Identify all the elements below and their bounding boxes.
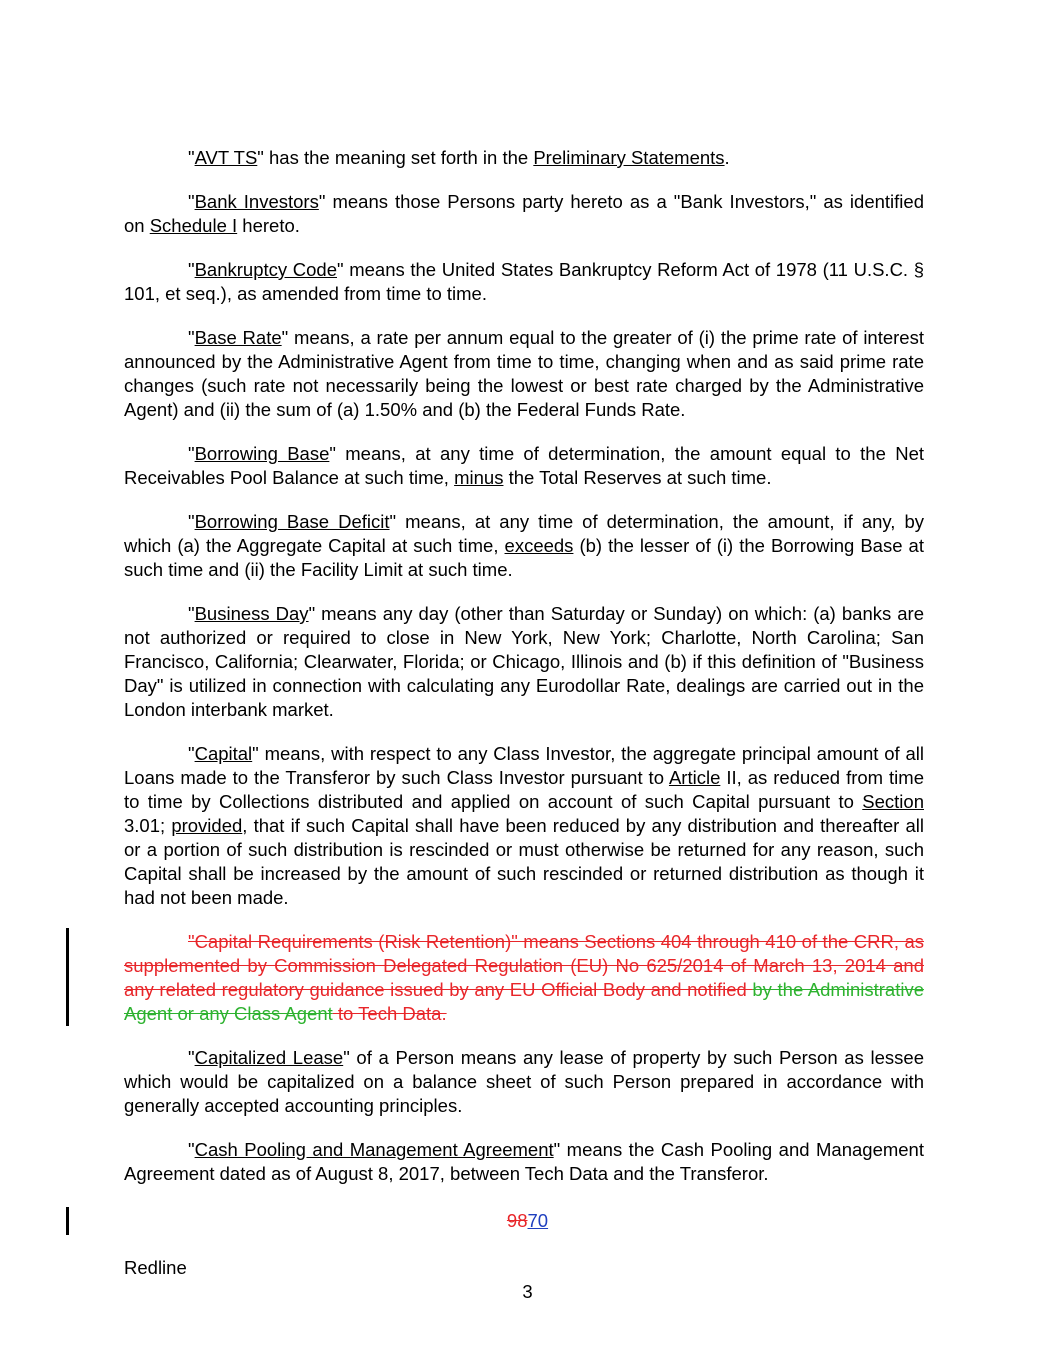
definition-capital: "Capital" means, with respect to any Class Investor, the aggregate principal amount of all Loans made to the Transferor by such Class Investor pursuant to Article II, as reduced from time to time by Collections distributed and applied on account of such Capital pursuant to Section 3.01; provided, that if such Capital shall have been reduced by any distribution and thereafter all or a portion of such distribution is rescinded or must otherwise be returned for any reason, such Capital shall be increased by the amount of such rescinded or returned distribution as though it had not been made. [124, 743, 924, 908]
definition-borrowing-base: "Borrowing Base" means, at any time of determination, the amount equal to the Net Receivables Pool Balance at such time, minus the Total Reserves at such time. [124, 443, 924, 488]
inserted-text: by the Administrative Agent or any Class Agent [124, 979, 924, 1024]
page-number-new: 70 [527, 1210, 549, 1231]
definition-business-day: "Business Day" means any day (other than Saturday or Sunday) on which: (a) banks are not authorized or required to close in New York, New York; Charlotte, North Carolina; San Francisco, California; Clearwater, Florida; or Chicago, Illinois and (b) if this definition of "Business Day" is utilized in connection with calculating any Eurodollar Rate, dealings are carried out in the London interbank market. [124, 603, 924, 720]
definition-avt-ts: "AVT TS" has the meaning set forth in the Preliminary Statements. [188, 147, 730, 168]
document-body [124, 146, 924, 1206]
defined-term: Capital [194, 743, 253, 764]
definition-capitalized-lease: "Capitalized Lease" of a Person means any lease of property by such Person as lessee which would be capitalized on a balance sheet of such Person prepared in accordance with generally accepted accounting principles. [124, 1047, 924, 1116]
defined-term: Business Day [194, 603, 309, 624]
footer-label: Redline [124, 1257, 187, 1278]
defined-term: Bankruptcy Code [194, 259, 337, 280]
cross-reference: Preliminary Statements [533, 147, 725, 168]
defined-term: Base Rate [194, 327, 282, 348]
cross-reference: Schedule I [149, 215, 238, 236]
definition-bankruptcy-code: "Bankruptcy Code" means the United States Bankruptcy Reform Act of 1978 (11 U.S.C. § 101, et seq.), as amended from time to time. [124, 259, 924, 304]
definition-base-rate: "Base Rate" means, a rate per annum equal to the greater of (i) the prime rate of interest announced by the Administrative Agent from time to time, changing when and as said prime rate changes (such rate not necessarily being the lowest or best rate charged by the Administrative Agent) and (ii) the sum of (a) 1.50% and (b) the Federal Funds Rate. [124, 327, 924, 420]
definition-bank-investors: "Bank Investors" means those Persons party hereto as a "Bank Investors," as identified on Schedule I hereto. [124, 191, 924, 236]
defined-term: AVT TS [194, 147, 258, 168]
defined-term: Borrowing Base Deficit [194, 511, 390, 532]
defined-term: Borrowing Base [194, 443, 330, 464]
footer-page-number: 3 [522, 1281, 533, 1302]
deleted-text: "Capital Requirements (Risk Retention)" means Sections 404 through 410 of the CRR, as supplemented by Commission Delegated Regulation (EU) No 625/2014 of March 13, 2014 and any related regulatory guidance issued by any EU Official Body and notified [124, 931, 924, 1000]
cross-reference: provided [171, 815, 243, 836]
change-bar [66, 928, 69, 1026]
defined-term: Capitalized Lease [194, 1047, 344, 1068]
page-number-old: 98 [506, 1210, 528, 1231]
cross-reference: Article [668, 767, 721, 788]
deleted-text: to Tech Data. [332, 1003, 447, 1024]
defined-term: Bank Investors [194, 191, 319, 212]
page-number-redline [0, 1208, 1055, 1234]
cross-reference: Section [862, 791, 924, 812]
definition-capital-requirements-redline [124, 930, 924, 1026]
definition-borrowing-base-deficit: "Borrowing Base Deficit" means, at any time of determination, the amount, if any, by which (a) the Aggregate Capital at such time, exceeds (b) the lesser of (i) the Borrowing Base at such time and (ii) the Facility Limit at such time. [124, 511, 924, 580]
definition-cash-pooling: "Cash Pooling and Management Agreement" means the Cash Pooling and Management Agreement dated as of August 8, 2017, between Tech Data and the Transferor. [124, 1139, 924, 1184]
cross-reference: exceeds [504, 535, 574, 556]
cross-reference: minus [454, 467, 504, 488]
defined-term: Cash Pooling and Management Agreement [194, 1139, 554, 1160]
